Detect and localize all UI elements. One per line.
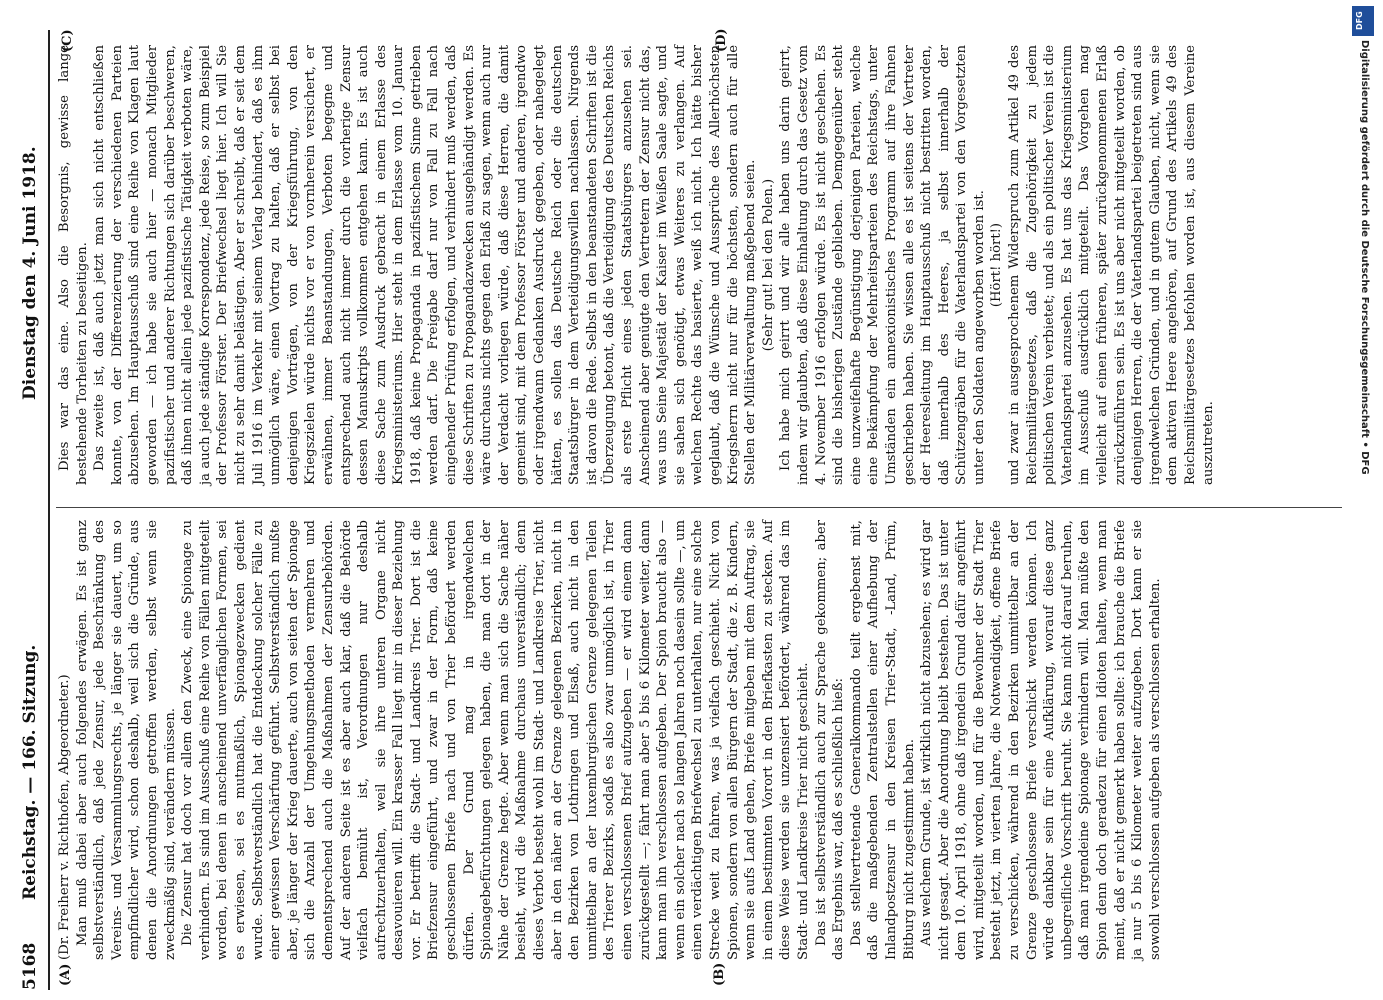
header-rule [48, 30, 50, 990]
paragraph: Die Zensur hat doch vor allem den Zweck, eine Spionage zu verhindern. Es sind im Ausschuß eine Reihe von Fällen mitgeteilt worden, bei denen in anscheinend unverfänglichen Formen, sei es erwiesen, sei es mutmaßlich, Spionagezwecken gedient wurde. Selbstverständlich hat die Entdeckung solcher Fälle zu einer gewissen Verschärfung geführt. Selbstverständlich mußte aber, je länger der Krieg dauerte, auch von seiten der Spionage sich die Anzahl der Umgehungsmethoden vermehren und dementsprechend auch die Maßnahmen der Zensurbehörden. Auf der anderen Seite ist es aber auch klar, daß die Behörde vielfach bemüht ist, Verordnungen nur deshalb aufrechtzuerhalten, weil sie ihre unteren Organe nicht desavouieren will. Ein krasser Fall liegt mir in dieser Beziehung vor. Er betrifft die Stadt- und Landkreis Trier. Dort ist die Briefzensur eingeführt, und zwar in der Form, daß keine geschlossenen Briefe nach und von Trier befördert werden dürfen. Der Grund mag in irgendwelchen Spionagebefürchtungen gelegen haben, die man dort in der Nähe der Grenze hegte. Aber wenn man sich die Sache näher besieht, wird die Maßnahme durchaus unverständlich; denn dieses Verbot besteht wohl im Stadt- und Landkreise Trier, nicht aber in den näher an der Grenze gelegenen Bezirken, nicht in den Bezirken von Lothringen und Elsaß, auch nicht in den unmittelbar an der luxemburgischen Grenze gelegenen Teilen des Trierer Bezirks, sodaß es also zwar unmöglich ist, in Trier einen verschlossenen Brief aufzugeben — er wird einem dann zurückgestellt —; fährt man aber 5 bis 6 Kilometer weiter, dann kann man ihn verschlossen aufgeben. Der Spion braucht also — wenn ein solcher nach so langen Jahren noch dasein sollte —, um einen verdächtigen Briefwechsel zu unterhalten, nur eine solche Strecke weit zu fahren, was ja vielfach geschieht. Nicht von Spionen, sondern von allen Bürgern der Stadt, die z. B. Kindern, wenn sie aufs Land gehen, Briefe mitgeben mit dem Auftrag, sie in einem bestimmten Vorort in den Briefkasten zu stecken. Auf diese Weise werden sie unzensiert befördert, während das im Stadt- und Landkreise Trier nicht geschieht. [180, 520, 811, 960]
paragraph: Dies war das eine. Also die Besorgnis, gewisse lange bestehende Torheiten zu beseitigen. [57, 45, 90, 485]
session-date: Dienstag den 4. Juni 1918. [20, 146, 40, 400]
document-page [12, 30, 1382, 990]
page-header [20, 30, 46, 990]
quoted-paragraph: Das stellvertretende Generalkommando teilt ergebenst mit, daß die maßgebenden Zentralstellen einer Aufhebung der Inlandpostzensur in den Kreisen Trier-Stadt, -Land, Prüm, Bitburg nicht zugestimmt haben. [848, 520, 917, 960]
interjection: (Sehr gut! bei den Polen.) [760, 178, 776, 352]
margin-marker-a: (A) [58, 963, 73, 986]
attribution-text: Digitalisierung gefördert durch die Deutsche Forschungsgemeinschaft • DFG [1359, 40, 1370, 475]
left-text-column [56, 520, 1372, 960]
dfg-logo [1352, 6, 1374, 36]
digitization-attribution [1352, 40, 1376, 940]
margin-marker-b: (B) [712, 962, 727, 986]
margin-marker-d: (D) [714, 28, 729, 52]
paragraph: Man muß dabei aber auch folgendes erwägen. Es ist ganz selbstverständlich, daß jede Zensur, jede Beschränkung des Vereins- und Versammlungsrechts, je länger sie dauert, um so empfindlicher wird, schon deshalb, weil sich die Gründe, aus denen die Anordnungen getroffen werden, selbst wenn sie zweckmäßig sind, verändern müssen. [74, 520, 178, 960]
interjection: (Hört! hört!) [989, 222, 1005, 308]
column-divider [56, 507, 1342, 508]
paragraph: Das ist selbstverständlich auch zur Sprache gekommen; aber das Ergebnis war, daß es schließlich hieß: [813, 520, 847, 960]
dfg-logo-text: DFG [1355, 11, 1364, 30]
paragraph: Ich habe mich geirrt und wir alle haben uns darin geirrt, indem wir glaubten, daß diese Einhaltung durch das Gesetz vom 4. November 1916 erfolgen würde. Es ist nicht geschehen. Es sind die bisherigen Zustände geblieben. Demgegenüber steht eine unzweifelhafte Begünstigung derjenigen Parteien, welche eine Bekämpfung der Mehrheitsparteien des Reichstags, unter Umständen ein annexionistisches Programm auf ihre Fahnen geschrieben haben. Sie wissen alle es ist seitens der Vertreter der Heeresleitung im Hauptausschuß nicht bestritten worden, daß innerhalb des Heeres, ja selbst innerhalb der Schützengräben für die Vaterlandspartei von den Vorgesetzten unter den Soldaten angeworben worden ist. [778, 45, 987, 485]
speaker-line: (Dr. Freiherr v. Richthofen, Abgeordneter.) [57, 674, 72, 960]
running-title: Reichstag. — 166. Sitzung. [20, 644, 40, 900]
paragraph: Aus welchem Grunde, ist wirklich nicht abzusehen; es wird gar nicht gesagt. Aber die Anordnung bleibt bestehen. Das ist unter dem 10. April 1918, ohne daß irgendein Grund dafür angeführt wird, mitgeteilt worden, und für die Bewohner der Stadt Trier besteht jetzt, im vierten Jahre, die Notwendigkeit, offene Briefe zu verschicken, während in den Bezirken unmittelbar an der Grenze geschlossene Briefe verschickt werden können. Ich würde dankbar sein für eine Aufklärung, worauf diese ganz unbegreifliche Vorschrift beruht. Sie kann nicht darauf beruhen, daß man irgendeine Spionage verhindern will. Man müßte den Spion denn doch geradezu für einen Idioten halten, wenn man meint, daß er nicht gemerkt haben sollte: ich brauche die Briefe ja nur 5 bis 6 Kilometer weiter aufzugeben. Dort kann er sie sowohl verschlossen aufgeben als verschlossen erhalten. [919, 520, 1163, 960]
paragraph: und zwar in ausgesprochenem Widerspruch zum Artikel 49 des Reichsmilitärgesetzes, daß die Zugehörigkeit zu jedem politischen Verein verbietet; und als ein politischer Verein ist die Vaterlandspartei anzusehen. Es hat uns das Kriegsministerium im Ausschuß ausdrücklich mitgeteilt. Das Vorgehen mag vielleicht auf einen früheren, später zurückgenommenen Erlaß zurückzuführen sein. Es ist uns aber nicht mitgeteilt worden, ob denjenigen Herren, die der Vaterlandspartei beigetreten sind aus irgendwelchen Gründen, und in gutem Glauben, nicht, wenn sie dem aktiven Heere angehören, auf Grund des Artikels 49 des Reichsmilitärgesetzes befohlen worden ist, aus diesem Vereine auszutreten. [1007, 45, 1216, 485]
margin-marker-c: (C) [60, 29, 75, 52]
paragraph: Das zweite ist, daß auch jetzt man sich nicht entschließen konnte, von der Differenzierung der verschiedenen Parteien abzusehen. Im Hauptausschuß sind eine Reihe von Klagen laut geworden — ich habe sie auch hier — monach Mitglieder pazifistischer und anderer Richtungen sich darüber beschweren, daß ihnen nicht allein jede pazifistische Tätigkeit verboten wäre, ja auch jede ständige Korrespondenz, jede Reise, so zum Beispiel der Professor Förster. Der Briefwechsel liegt hier. Ich will Sie nicht zu sehr damit belästigen. Aber er schreibt, daß er seit dem Juli 1916 im Verkehr mit seinem Verlag behindert, daß es ihm unmöglich wäre, einen Vortrag zu halten, daß er selbst bei denjenigen Vorträgen, von der Kriegsführung, von den Kriegszielen würde nichts vor er von vornherein versichert, er erwähnen, immer Beanstandungen, Verboten begegne und entsprechend auch nicht immer durch die vorherige Zensur dessen Manuskripts vollkommen entgehen kann. Es ist auch diese Sache zum Ausdruck gebracht in einem Erlasse des Kriegsministeriums. Hier steht in dem Erlasse vom 10. Januar 1918, daß keine Propaganda in pazifistischem Sinne getrieben werden darf. Die Freigabe darf nur von Fall zu Fall nach eingehender Prüfung erfolgen, und verhindert muß werden, daß diese Schriften zu Propagandazwecken ausgehändigt werden. Es wäre durchaus nichts gegen den Erlaß zu sagen, wenn auch nur der Verdacht vorliegen würde, daß diese Herren, die damit gemeint sind, mit dem Professor Förster und anderen, irgendwo oder irgendwann Gedanken Ausdruck gegeben, oder nahegelegt hätten, es sollen das Deutsche Reich oder die deutschen Staatsbürger in dem Verteidigungswillen nachlassen. Nirgends ist davon die Rede. Selbst in den beanstandeten Schriften ist die Überzeugung betont, daß die Verteidigung des Deutschen Reichs als erste Pflicht eines jeden Staatsbürgers anzusehen sei. Anscheinend aber genügte den Vertretern der Zensur nicht das, was uns Seine Majestät der Kaiser im Weißen Saale sagte, und sie sahen sich genötigt, etwas Weiteres zu verlangen. Auf welchen Rechte das basierte, weiß ich nicht. Ich hätte bisher geglaubt, daß die Wünsche und Aussprüche des Allerhöchsten Kriegsherrn nicht nur für die höchsten, sondern auch für alle Stellen der Militärverwaltung maßgebend seien. [92, 45, 759, 485]
page-number: 5168 [20, 942, 40, 990]
right-text-column [56, 45, 1372, 485]
